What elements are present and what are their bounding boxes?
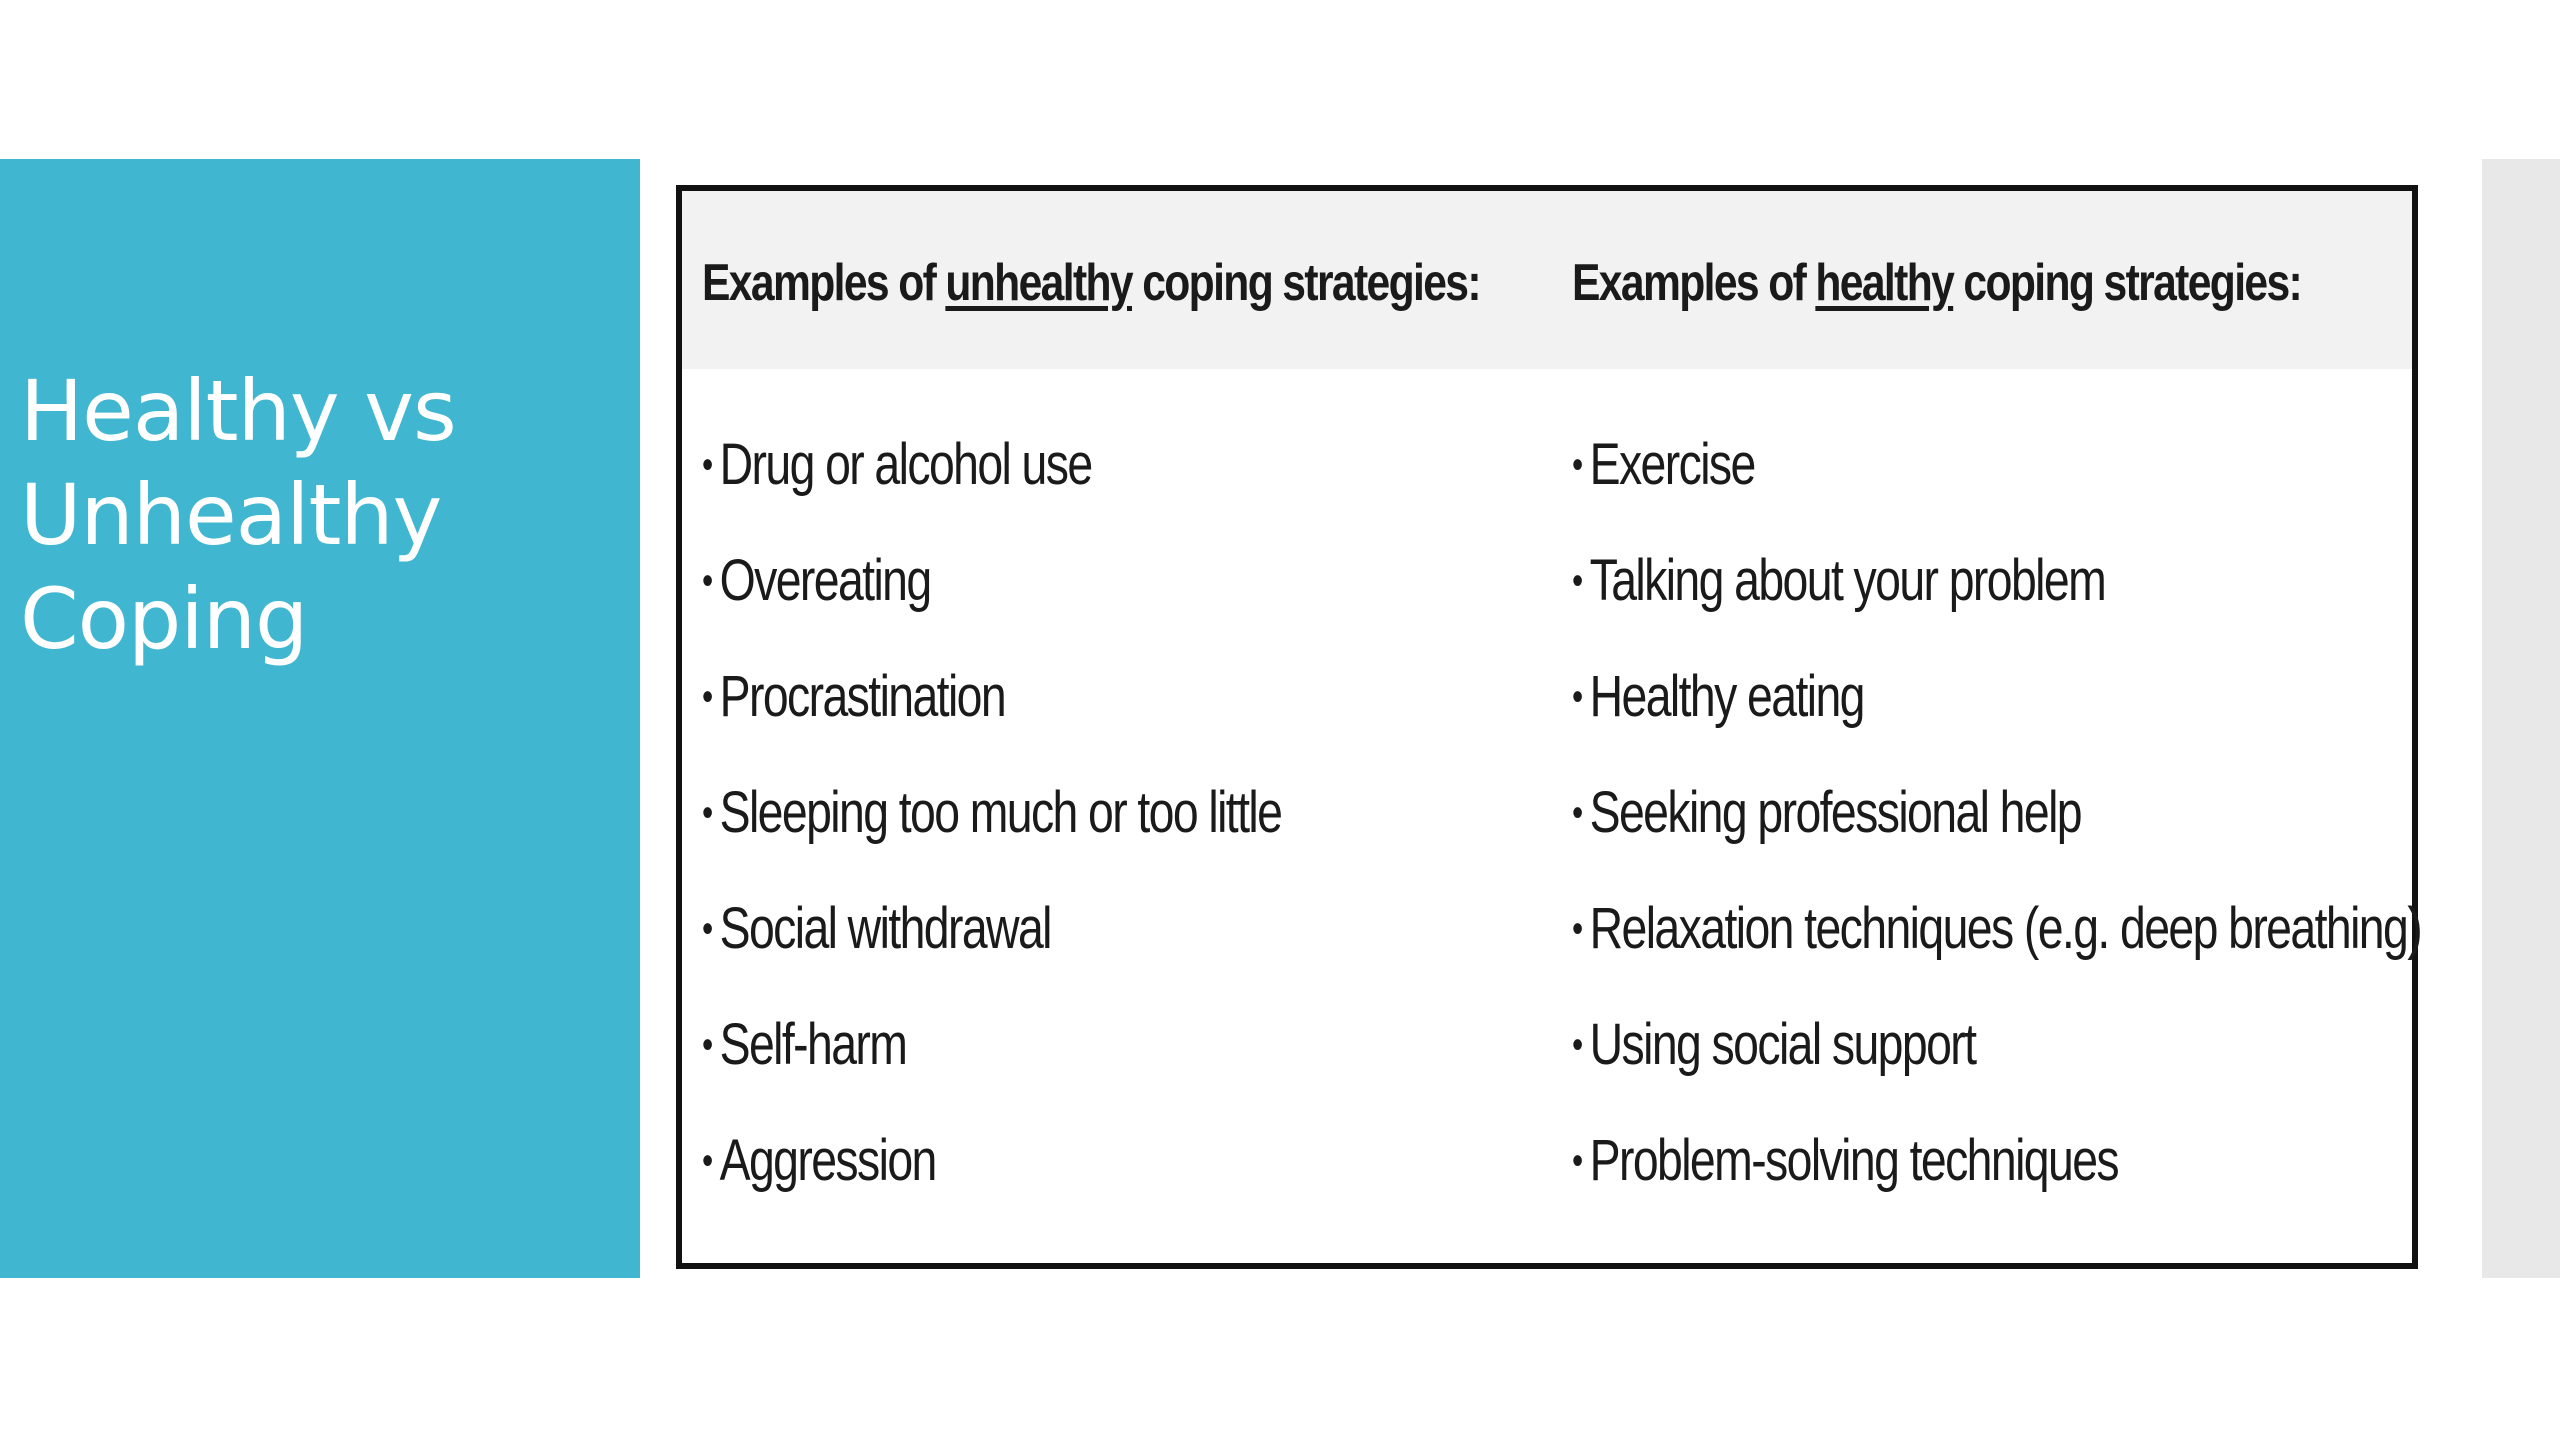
unhealthy-strategy-item <box>702 877 1281 993</box>
healthy-strategy-item-text: Relaxation techniques (e.g. deep breathing) <box>1589 896 2422 961</box>
bullet-icon: • <box>1572 1139 1582 1183</box>
bullet-icon: • <box>1572 1023 1582 1067</box>
healthy-strategy-item <box>1572 877 2421 993</box>
unhealthy-strategy-item-text: Aggression <box>719 1128 936 1193</box>
healthy-header-emphasis: healthy <box>1815 254 1954 312</box>
unhealthy-strategy-item-text: Procrastination <box>719 664 1006 729</box>
unhealthy-strategy-item <box>702 993 1281 1109</box>
unhealthy-strategy-item <box>702 529 1281 645</box>
unhealthy-strategy-item <box>702 645 1281 761</box>
unhealthy-header-suffix: coping strategies: <box>1131 254 1480 312</box>
healthy-strategy-item <box>1572 645 2421 761</box>
unhealthy-header-prefix: Examples of <box>702 254 946 312</box>
unhealthy-strategies-list <box>702 413 1426 1225</box>
healthy-strategies-list <box>1572 413 2560 1225</box>
healthy-strategy-item-text: Talking about your problem <box>1589 548 2106 613</box>
healthy-strategy-item <box>1572 1109 2421 1225</box>
unhealthy-column-header <box>702 251 1480 315</box>
bullet-icon: • <box>702 443 712 487</box>
bullet-icon: • <box>702 1023 712 1067</box>
unhealthy-header-emphasis: unhealthy <box>945 254 1132 312</box>
bullet-icon: • <box>702 1139 712 1183</box>
bullet-icon: • <box>1572 443 1582 487</box>
bullet-icon: • <box>702 675 712 719</box>
unhealthy-strategy-item-text: Overeating <box>719 548 931 613</box>
unhealthy-strategy-item <box>702 413 1281 529</box>
healthy-header-suffix: coping strategies: <box>1953 254 2302 312</box>
healthy-strategy-item <box>1572 761 2421 877</box>
healthy-strategy-item-text: Using social support <box>1589 1012 1976 1077</box>
healthy-strategy-item-text: Exercise <box>1589 432 1755 497</box>
unhealthy-strategy-item <box>702 1109 1281 1225</box>
healthy-header-prefix: Examples of <box>1572 254 1816 312</box>
healthy-strategy-item <box>1572 529 2421 645</box>
bullet-icon: • <box>1572 791 1582 835</box>
title-panel <box>0 159 640 1278</box>
healthy-strategy-item-text: Problem-solving techniques <box>1589 1128 2118 1193</box>
slide-title-line-3: Coping <box>20 570 308 668</box>
unhealthy-strategy-item <box>702 761 1281 877</box>
unhealthy-strategy-item-text: Self-harm <box>719 1012 907 1077</box>
bullet-icon: • <box>1572 907 1582 951</box>
bullet-icon: • <box>1572 675 1582 719</box>
healthy-strategy-item <box>1572 993 2421 1109</box>
bullet-icon: • <box>702 907 712 951</box>
unhealthy-strategy-item-text: Drug or alcohol use <box>719 432 1092 497</box>
healthy-strategy-item-text: Seeking professional help <box>1589 780 2081 845</box>
unhealthy-strategy-item-text: Social withdrawal <box>719 896 1051 961</box>
bullet-icon: • <box>702 559 712 603</box>
healthy-strategy-item-text: Healthy eating <box>1589 664 1864 729</box>
coping-strategies-table <box>676 185 2422 1269</box>
unhealthy-strategy-item-text: Sleeping too much or too little <box>719 780 1282 845</box>
bullet-icon: • <box>1572 559 1582 603</box>
slide-title <box>20 359 620 671</box>
slide-title-line-1: Healthy vs <box>20 362 456 460</box>
healthy-strategy-item <box>1572 413 2421 529</box>
slide-title-line-2: Unhealthy <box>20 466 442 564</box>
bullet-icon: • <box>702 791 712 835</box>
healthy-column-header <box>1572 251 2301 315</box>
